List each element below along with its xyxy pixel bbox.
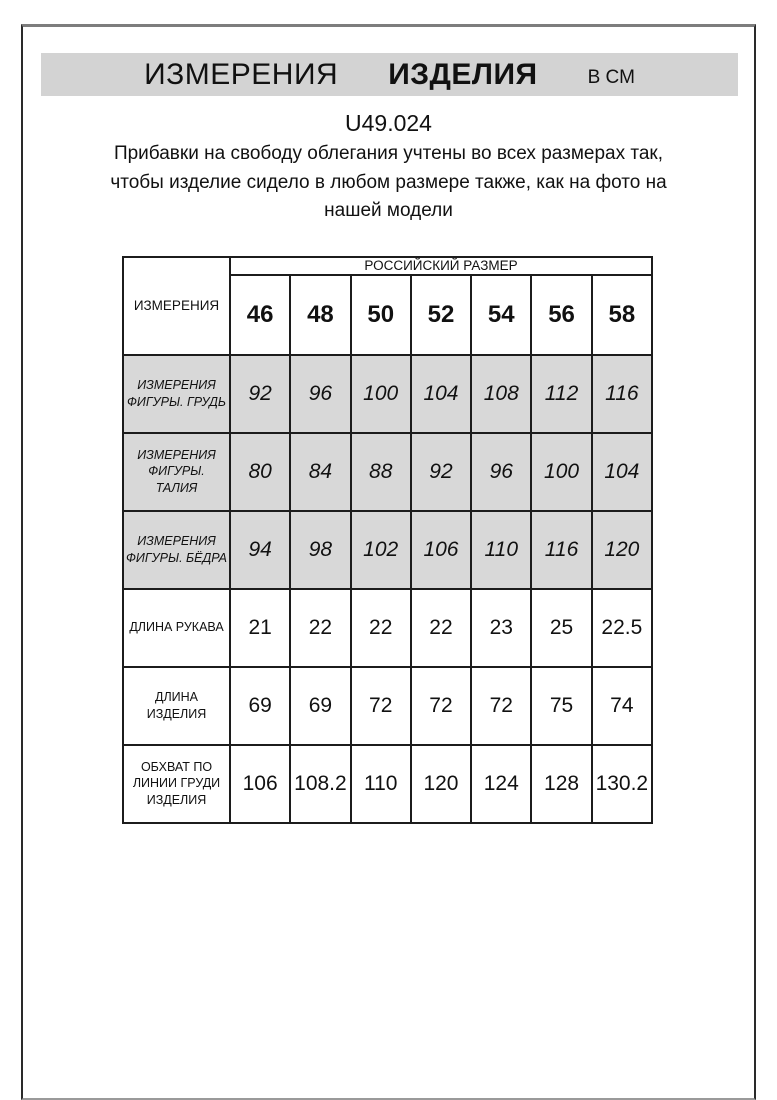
table-row-size-group <box>123 257 652 275</box>
table-row-figure-waist <box>123 433 652 511</box>
title-product-word: ИЗДЕЛИЯ <box>388 57 538 91</box>
value-cell: 92 <box>411 433 471 511</box>
value-cell: 22 <box>411 589 471 667</box>
value-cell: 72 <box>351 667 411 745</box>
value-cell: 80 <box>230 433 290 511</box>
value-cell: 75 <box>531 667 591 745</box>
table-row-figure-hips <box>123 511 652 589</box>
value-cell: 92 <box>230 355 290 433</box>
description-paragraph <box>23 140 754 226</box>
size-header-cell: 54 <box>471 275 531 355</box>
product-code: U49.024 <box>345 110 432 136</box>
size-header-cell: 48 <box>290 275 350 355</box>
table-row-chest-girth <box>123 745 652 823</box>
size-header-cell: 50 <box>351 275 411 355</box>
value-cell: 128 <box>531 745 591 823</box>
value-cell: 84 <box>290 433 350 511</box>
size-header-cell: 46 <box>230 275 290 355</box>
page-border-frame <box>21 24 756 1100</box>
value-cell: 124 <box>471 745 531 823</box>
value-cell: 69 <box>290 667 350 745</box>
value-cell: 23 <box>471 589 531 667</box>
value-cell: 104 <box>411 355 471 433</box>
value-cell: 110 <box>351 745 411 823</box>
table-corner-label: ИЗМЕРЕНИЯ <box>123 257 230 355</box>
value-cell: 94 <box>230 511 290 589</box>
table-row-product-length <box>123 667 652 745</box>
value-cell: 100 <box>531 433 591 511</box>
value-cell: 108 <box>471 355 531 433</box>
size-group-header: РОССИЙСКИЙ РАЗМЕР <box>230 257 652 275</box>
value-cell: 22 <box>351 589 411 667</box>
title-bar <box>41 53 738 96</box>
value-cell: 104 <box>592 433 652 511</box>
size-table <box>122 256 653 824</box>
row-label-product-length: ДЛИНА ИЗДЕЛИЯ <box>123 667 230 745</box>
value-cell: 96 <box>471 433 531 511</box>
value-cell: 130.2 <box>592 745 652 823</box>
value-cell: 72 <box>411 667 471 745</box>
value-cell: 120 <box>411 745 471 823</box>
size-header-cell: 58 <box>592 275 652 355</box>
value-cell: 116 <box>592 355 652 433</box>
value-cell: 120 <box>592 511 652 589</box>
value-cell: 116 <box>531 511 591 589</box>
value-cell: 98 <box>290 511 350 589</box>
table-row-figure-chest <box>123 355 652 433</box>
row-label-sleeve-length: ДЛИНА РУКАВА <box>123 589 230 667</box>
value-cell: 22.5 <box>592 589 652 667</box>
value-cell: 112 <box>531 355 591 433</box>
row-label-figure-waist: ИЗМЕРЕНИЯ ФИГУРЫ. ТАЛИЯ <box>123 433 230 511</box>
value-cell: 72 <box>471 667 531 745</box>
description-line: Прибавки на свободу облегания учтены во всех размерах так, <box>113 143 664 164</box>
description-line: чтобы изделие сидело в любом размере также, как на фото на <box>110 171 667 193</box>
title-unit-label: В СМ <box>587 66 635 88</box>
size-header-cell: 52 <box>411 275 471 355</box>
size-header-cell: 56 <box>531 275 591 355</box>
description-line: нашей модели <box>324 200 453 221</box>
row-label-product-chest-girth: ОБХВАТ ПО ЛИНИИ ГРУДИ ИЗДЕЛИЯ <box>123 745 230 823</box>
value-cell: 102 <box>351 511 411 589</box>
title-measurements-word: ИЗМЕРЕНИЯ <box>144 57 339 91</box>
value-cell: 110 <box>471 511 531 589</box>
value-cell: 106 <box>230 745 290 823</box>
value-cell: 96 <box>290 355 350 433</box>
value-cell: 108.2 <box>290 745 350 823</box>
value-cell: 88 <box>351 433 411 511</box>
value-cell: 69 <box>230 667 290 745</box>
value-cell: 21 <box>230 589 290 667</box>
row-label-figure-chest: ИЗМЕРЕНИЯ ФИГУРЫ. ГРУДЬ <box>123 355 230 433</box>
table-row-sleeve-length <box>123 589 652 667</box>
value-cell: 106 <box>411 511 471 589</box>
value-cell: 25 <box>531 589 591 667</box>
row-label-figure-hips: ИЗМЕРЕНИЯ ФИГУРЫ. БЁДРА <box>123 511 230 589</box>
value-cell: 74 <box>592 667 652 745</box>
value-cell: 22 <box>290 589 350 667</box>
value-cell: 100 <box>351 355 411 433</box>
